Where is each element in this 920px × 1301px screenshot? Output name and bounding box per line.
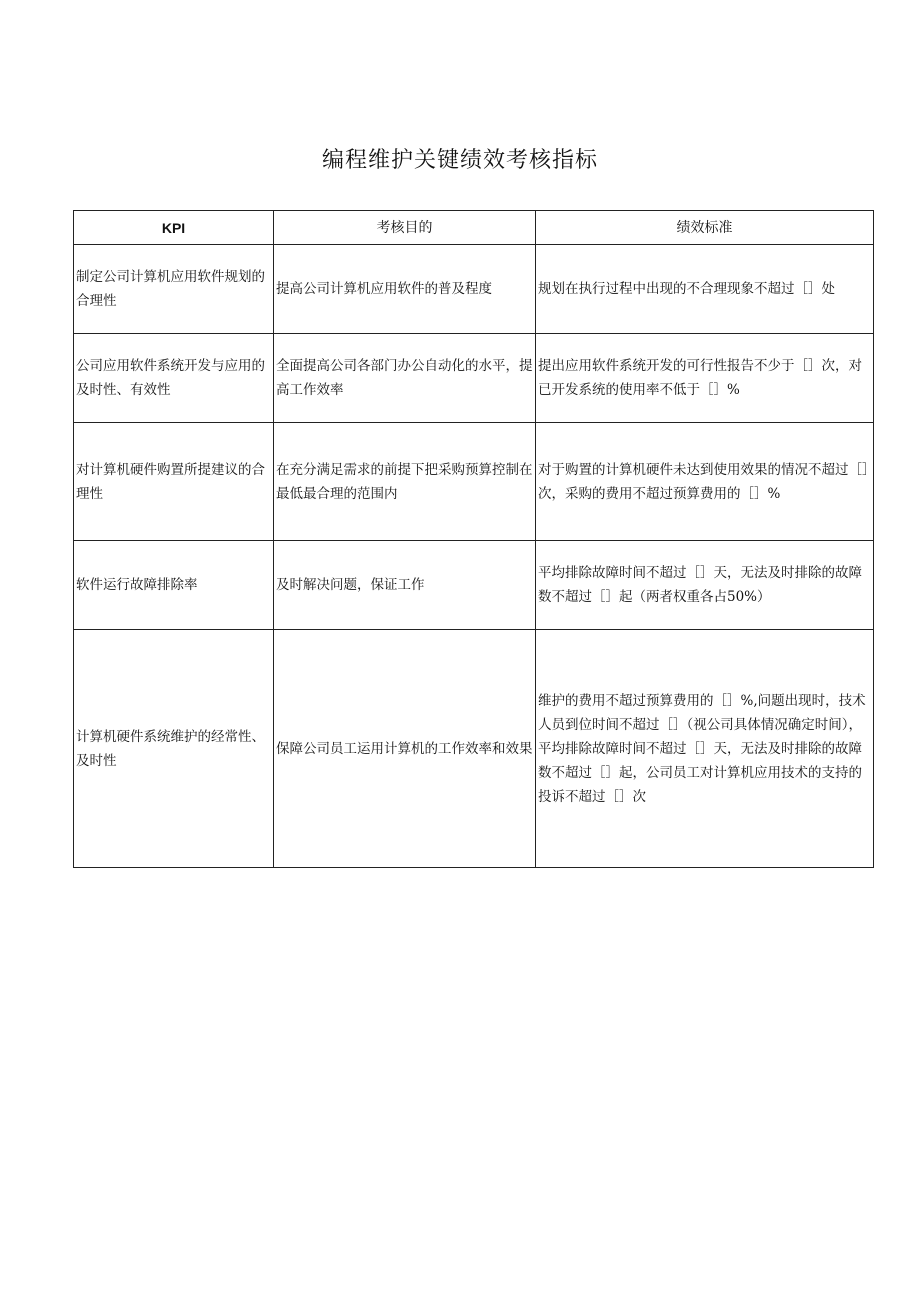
standard-cell: 对于购置的计算机硬件未达到使用效果的情况不超过［］次，采购的费用不超过预算费用的［］%: [536, 423, 874, 541]
table-header-row: [74, 211, 874, 245]
table-row: [74, 245, 874, 334]
kpi-table: [73, 210, 874, 868]
page-title: 编程维护关键绩效考核指标: [321, 148, 598, 173]
purpose-cell: 及时解决问题，保证工作: [274, 541, 536, 630]
header-kpi: KPI: [74, 211, 274, 245]
header-standard: 绩效标准: [536, 211, 874, 245]
purpose-cell: 在充分满足需求的前提下把采购预算控制在最低最合理的范围内: [274, 423, 536, 541]
purpose-cell: 全面提高公司各部门办公自动化的水平，提高工作效率: [274, 334, 536, 423]
kpi-cell: 制定公司计算机应用软件规划的合理性: [74, 245, 274, 334]
standard-cell: 维护的费用不超过预算费用的［］%,问题出现时，技术人员到位时间不超过［］（视公司具体情况确定时间），平均排除故障时间不超过［］天，无法及时排除的故障数不超过［］起，公司员工对计算机应用技术的支持的投诉不超过［］次: [536, 630, 874, 868]
kpi-cell: 计算机硬件系统维护的经常性、及时性: [74, 630, 274, 868]
kpi-cell: 公司应用软件系统开发与应用的及时性、有效性: [74, 334, 274, 423]
kpi-cell: 对计算机硬件购置所提建议的合理性: [74, 423, 274, 541]
header-purpose: 考核目的: [274, 211, 536, 245]
table-row: [74, 334, 874, 423]
table-row: [74, 423, 874, 541]
purpose-cell: 保障公司员工运用计算机的工作效率和效果: [274, 630, 536, 868]
purpose-cell: 提高公司计算机应用软件的普及程度: [274, 245, 536, 334]
table-row: [74, 630, 874, 868]
table-row: [74, 541, 874, 630]
standard-cell: 规划在执行过程中出现的不合理现象不超过［］处: [536, 245, 874, 334]
kpi-cell: 软件运行故障排除率: [74, 541, 274, 630]
standard-cell: 平均排除故障时间不超过［］天，无法及时排除的故障数不超过［］起（两者权重各占50%）: [536, 541, 874, 630]
standard-cell: 提出应用软件系统开发的可行性报告不少于［］次，对已开发系统的使用率不低于［］%: [536, 334, 874, 423]
